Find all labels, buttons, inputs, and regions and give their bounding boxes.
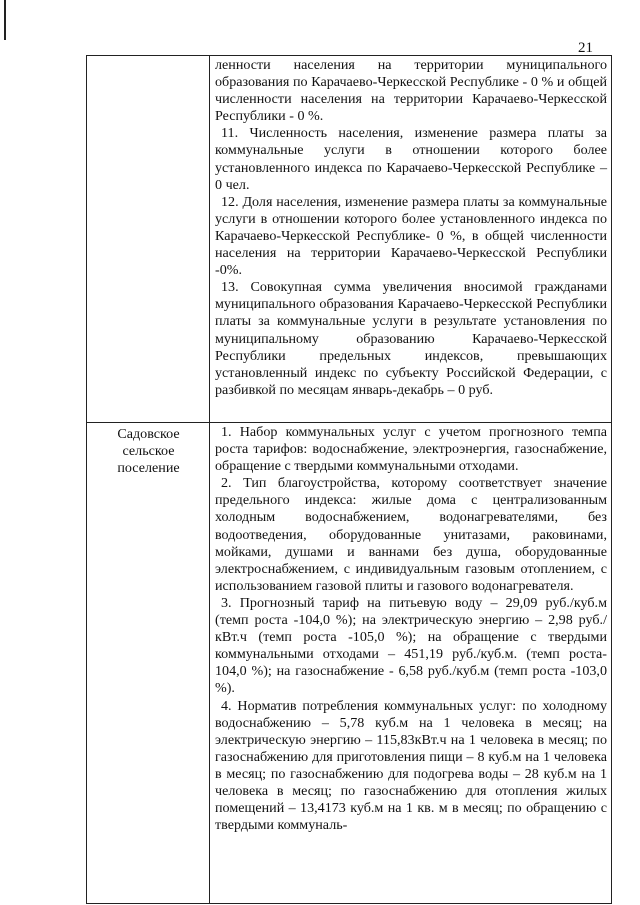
table-row [87,56,612,423]
paragraph: 13. Совокупная сумма увеличения вносимой гражданами муниципального образования Карачаево-Черкесской Республики платы за коммунальные услуги в результате установления по муниципальному образованию Карачаево-Черкесской Республики предельных индексов, превышающих установленный индекс по субъекту Российской Федерации, с разбивкой по месяцам январь-декабрь – 0 руб. [215,279,607,398]
paragraph: 3. Прогнозный тариф на питьевую воду – 29,09 руб./куб.м (темп роста -104,0 %); на электрическую энергию – 2,98 руб./кВт.ч (темп роста -105,0 %); на обращение с твердыми коммунальными отходами – 451,19 руб./куб.м. (темп роста- 104,0 %); на газоснабжение - 6,58 руб./куб.м (темп роста -103,0 %). [215,594,607,697]
table-row [87,423,612,904]
paragraph: 1. Набор коммунальных услуг с учетом прогнозного темпа роста тарифов: водоснабжение, электроэнергия, газоснабжение, обращение с твердыми коммунальными отходами. [215,424,607,475]
paragraph: 11. Численность населения, изменение размера платы за коммунальные услуги в отношении которого более установленного индекса по Карачаево-Черкесской Республике – 0 чел. [215,125,607,193]
page-number: 21 [578,40,593,56]
paragraph: 12. Доля населения, изменение размера платы за коммунальные услуги в отношении которого более установленного индекса по Карачаево-Черкесской Республике- 0 %, в общей численности населения на территории Карачаево-Черкесской Республики -0%. [215,193,607,279]
municipality-cell: Садовское сельское поселение [87,423,210,904]
paragraph: 4. Норматив потребления коммунальных услуг: по холодному водоснабжению – 5,78 куб.м на 1 человека в месяц; на электрическую энергию – 115,83кВт.ч на 1 человека в месяц; по газоснабжению для приготовления пищи – 8 куб.м на 1 человека в месяц; по газоснабжению для подогрева воды – 28 куб.м на 1 человека в месяц; по газоснабжению для отопления жилых помещений – 13,4173 куб.м на 1 кв. м в месяц; по обращению с твердыми коммуналь- [215,697,607,834]
paragraph: ленности населения на территории муниципального образования по Карачаево-Черкесской Республике - 0 % и общей численности населения на территории Карачаево-Черкесской Республики - 0 %. [215,57,607,125]
page-edge-mark [4,0,6,40]
indicators-cell [210,56,612,423]
indicators-table [86,55,612,904]
indicators-cell [210,423,612,904]
paragraph: 2. Тип благоустройства, которому соответствует значение предельного индекса: жилые дома с централизованным холодным водоснабжением, водонагревателями, без водоотведения, оборудованные унитазами, раковинами, мойками, душами и ваннами без душа, оборудованные электроснабжением, с индивидуальным газовым отоплением, с использованием газовой плиты и газового водонагревателя. [215,475,607,594]
municipality-cell [87,56,210,423]
